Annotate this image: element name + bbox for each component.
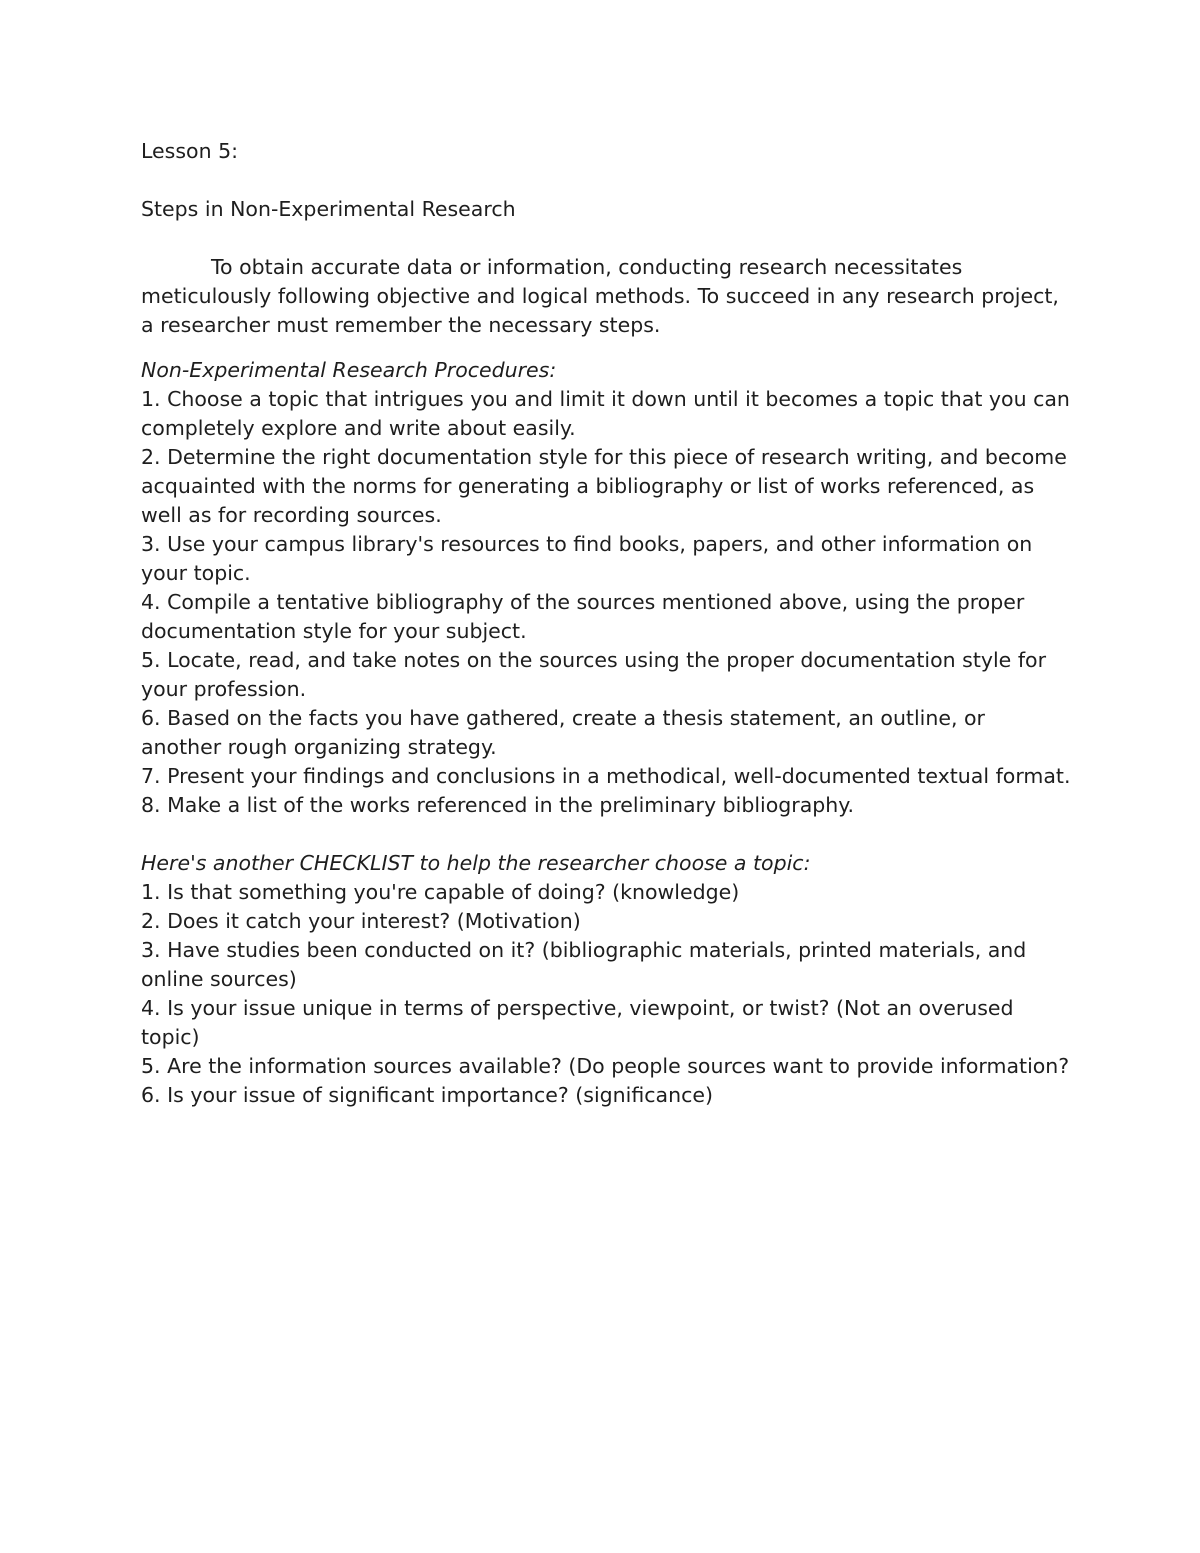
procedures-heading: Non-Experimental Research Procedures: bbox=[141, 358, 557, 382]
procedures-list bbox=[141, 385, 1071, 820]
list-item: 6. Based on the facts you have gathered, create a thesis statement, an outline, or another rough organizing strategy. bbox=[141, 706, 985, 759]
list-item: 4. Is your issue unique in terms of perspective, viewpoint, or twist? (Not an overused topic) bbox=[141, 996, 1014, 1049]
list-item: 6. Is your issue of significant importance? (significance) bbox=[141, 1083, 713, 1107]
list-item: 5. Locate, read, and take notes on the sources using the proper documentation style for your profession. bbox=[141, 648, 1047, 701]
intro-paragraph: To obtain accurate data or information, conducting research necessitates meticulously following objective and logical methods. To succeed in any research project, a researcher must remember the necessary steps. bbox=[141, 255, 1059, 337]
list-item: 4. Compile a tentative bibliography of the sources mentioned above, using the proper documentation style for your subject. bbox=[141, 590, 1025, 643]
list-item: 7. Present your findings and conclusions in a methodical, well-documented textual format. bbox=[141, 764, 1071, 788]
page-title: Steps in Non-Experimental Research bbox=[141, 197, 516, 221]
checklist-heading: Here's another CHECKLIST to help the researcher choose a topic: bbox=[141, 851, 811, 875]
list-item: 3. Have studies been conducted on it? (bibliographic materials, printed materials, and online sources) bbox=[141, 938, 1027, 991]
list-item: 3. Use your campus library's resources to find books, papers, and other information on your topic. bbox=[141, 532, 1033, 585]
document-page bbox=[141, 137, 1071, 1110]
list-item: 2. Does it catch your interest? (Motivation) bbox=[141, 909, 581, 933]
list-item: 2. Determine the right documentation style for this piece of research writing, and become acquainted with the norms for generating a bibliography or list of works referenced, as well as for recording sources. bbox=[141, 445, 1067, 527]
checklist-list bbox=[141, 878, 1071, 1110]
list-item: 1. Choose a topic that intrigues you and limit it down until it becomes a topic that you can completely explore and write about easily. bbox=[141, 387, 1070, 440]
list-item: 8. Make a list of the works referenced in the preliminary bibliography. bbox=[141, 793, 854, 817]
list-item: 1. Is that something you're capable of doing? (knowledge) bbox=[141, 880, 740, 904]
lesson-label: Lesson 5: bbox=[141, 139, 239, 163]
list-item: 5. Are the information sources available? (Do people sources want to provide information? bbox=[141, 1054, 1070, 1078]
